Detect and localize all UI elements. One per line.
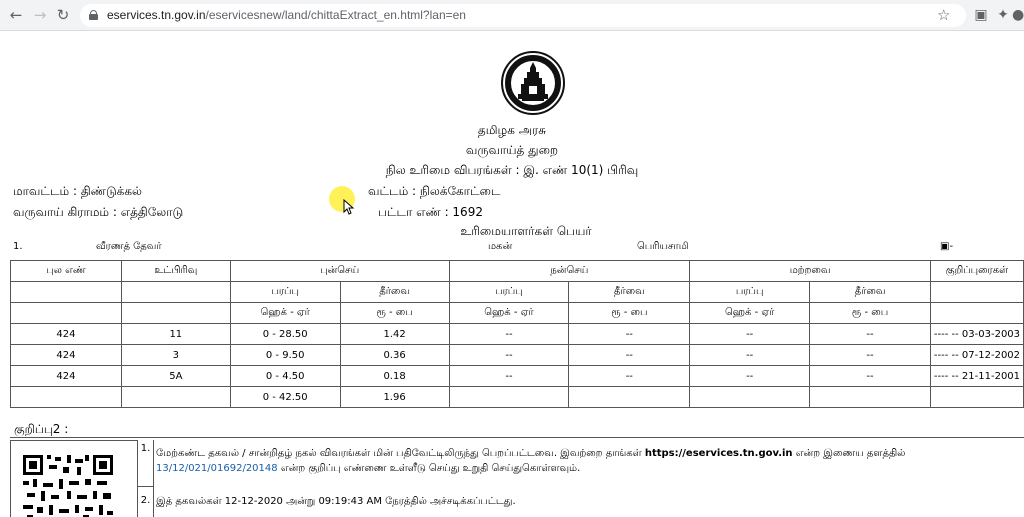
govt-title: தமிழக அரசு [477, 123, 547, 137]
forward-arrow-icon[interactable]: → [33, 6, 47, 24]
patta-label: பட்டா எண் : 1692 [378, 205, 483, 219]
cell-others-area: -- [690, 345, 810, 366]
table-units-row [11, 303, 1024, 324]
note-1-index: 1. [138, 440, 154, 487]
note-1-text: மேற்கண்ட தகவல் / சான்றிதழ் நகல் விவரங்கள் மின் பதிவேட்டிலிருந்து பெறப்பட்டவை. இவற்றை தாங்கள் [156, 448, 642, 459]
back-arrow-icon[interactable]: ← [9, 6, 23, 24]
table-subheader-row [11, 282, 1024, 303]
cell-nansey-area: -- [449, 366, 569, 387]
cell-nansey-area: -- [449, 324, 569, 345]
browser-toolbar [0, 0, 1024, 31]
unit-tax: ரூ - பை [340, 303, 449, 324]
owner-index: 1. [13, 241, 23, 252]
table-row [11, 345, 1024, 366]
mouse-pointer-icon [343, 199, 355, 215]
address-bar[interactable] [80, 4, 966, 27]
unit-tax: ரூ - பை [569, 303, 690, 324]
village-label: வருவாய் கிராமம் : எத்திலோடு [13, 205, 184, 219]
subcol-tax: தீர்வை [569, 282, 690, 303]
owner-name: வீரணத் தேவர் [96, 241, 162, 252]
broken-image-alt: - [949, 241, 954, 252]
qr-code-icon [23, 455, 113, 517]
note-2-index: 2. [138, 487, 154, 517]
tamil-nadu-emblem-icon [500, 50, 566, 116]
profile-icon[interactable]: ● [1012, 7, 1024, 23]
cell-remarks: ---- -- 07-12-2002 [930, 345, 1023, 366]
note-1 [156, 446, 1022, 476]
table-row [11, 324, 1024, 345]
total-tax: 1.96 [340, 387, 449, 408]
note-2-text: இத் தகவல்கள் 12-12-2020 அன்று 09:19:43 AM நேரத்தில் அச்சடிக்கப்பட்டது. [156, 496, 516, 507]
notes-title: குறிப்பு2 : [14, 422, 69, 436]
reload-icon[interactable]: ↻ [56, 6, 70, 24]
cell-subdiv: 3 [121, 345, 230, 366]
qr-code-container [10, 440, 138, 517]
table-row [11, 366, 1024, 387]
district-label: மாவட்டம் : திண்டுக்கல் [13, 184, 142, 198]
cell-others-tax: -- [810, 324, 931, 345]
cell-others-tax: -- [810, 366, 931, 387]
cell-punsey-tax: 0.18 [340, 366, 449, 387]
subcol-area: பரப்பு [449, 282, 569, 303]
cell-punsey-tax: 0.36 [340, 345, 449, 366]
table-header-row [11, 261, 1024, 282]
subcol-tax: தீர்வை [810, 282, 931, 303]
record-title: நில உரிமை விபரங்கள் : இ. எண் 10(1) பிரிவு [385, 163, 639, 177]
lock-icon[interactable] [89, 10, 98, 20]
taluk-label: வட்டம் : நிலக்கோட்டை [368, 184, 501, 198]
owner-father: பெரியசாமி [637, 241, 689, 252]
cell-nansey-tax: -- [569, 324, 690, 345]
url-text[interactable] [107, 8, 466, 22]
cell-nansey-tax: -- [569, 366, 690, 387]
note-1-url: https://eservices.tn.gov.in [644, 448, 793, 459]
owners-heading: உரிமையாளர்கள் பெயர் [460, 224, 592, 238]
cell-punsey-tax: 1.42 [340, 324, 449, 345]
puzzle-extension-icon[interactable]: ✦ [997, 7, 1009, 23]
cell-others-tax: -- [810, 345, 931, 366]
table-total-row [11, 387, 1024, 408]
cell-subdiv: 11 [121, 324, 230, 345]
notes-list [137, 440, 1024, 517]
note-1-text2: என்ற இணைய தளத்தில் [795, 448, 906, 459]
cell-nansey-tax: -- [569, 345, 690, 366]
unit-tax: ரூ - பை [810, 303, 931, 324]
cell-survey: 424 [11, 366, 122, 387]
col-subdivision: உட்பிரிவு [121, 261, 230, 282]
subcol-area: பரப்பு [230, 282, 340, 303]
cell-survey: 424 [11, 324, 122, 345]
dept-title: வருவாய்த் துறை [465, 143, 559, 157]
col-remarks: குறிப்புரைகள் [930, 261, 1023, 282]
broken-image-icon: ▣- [940, 241, 954, 252]
star-icon[interactable]: ☆ [937, 6, 951, 24]
cell-remarks: ---- -- 03-03-2003 [930, 324, 1023, 345]
cell-nansey-area: -- [449, 345, 569, 366]
note-1-reference-link[interactable]: 13/12/021/01692/20148 [156, 463, 278, 474]
col-others: மற்றவை [690, 261, 931, 282]
cell-punsey-area: 0 - 4.50 [230, 366, 340, 387]
media-icon[interactable]: ▣ [974, 7, 988, 23]
cell-others-area: -- [690, 366, 810, 387]
unit-area: ஹெக் - ஏர் [230, 303, 340, 324]
col-nansey: நன்செய் [449, 261, 690, 282]
unit-area: ஹெக் - ஏர் [690, 303, 810, 324]
divider [10, 437, 1024, 438]
cell-remarks: ---- -- 21-11-2001 [930, 366, 1023, 387]
col-survey-no: புல எண் [11, 261, 122, 282]
cell-others-area: -- [690, 324, 810, 345]
total-area: 0 - 42.50 [230, 387, 340, 408]
note-1-text3: என்ற குறிப்பு எண்ணை உள்ளீடு செய்து உறுதி செய்துகொள்ளவும். [280, 463, 581, 474]
cell-punsey-area: 0 - 9.50 [230, 345, 340, 366]
url-domain: eservices.tn.gov.in [107, 8, 206, 22]
subcol-area: பரப்பு [690, 282, 810, 303]
url-path: /eservicesnew/land/chittaExtract_en.html?lan=en [205, 8, 466, 22]
cell-survey: 424 [11, 345, 122, 366]
cell-punsey-area: 0 - 28.50 [230, 324, 340, 345]
subcol-tax: தீர்வை [340, 282, 449, 303]
col-punsey: புன்செய் [230, 261, 449, 282]
owner-relation: மகன் [488, 241, 513, 252]
land-details-table [10, 260, 1024, 408]
unit-area: ஹெக் - ஏர் [449, 303, 569, 324]
cell-subdiv: 5A [121, 366, 230, 387]
